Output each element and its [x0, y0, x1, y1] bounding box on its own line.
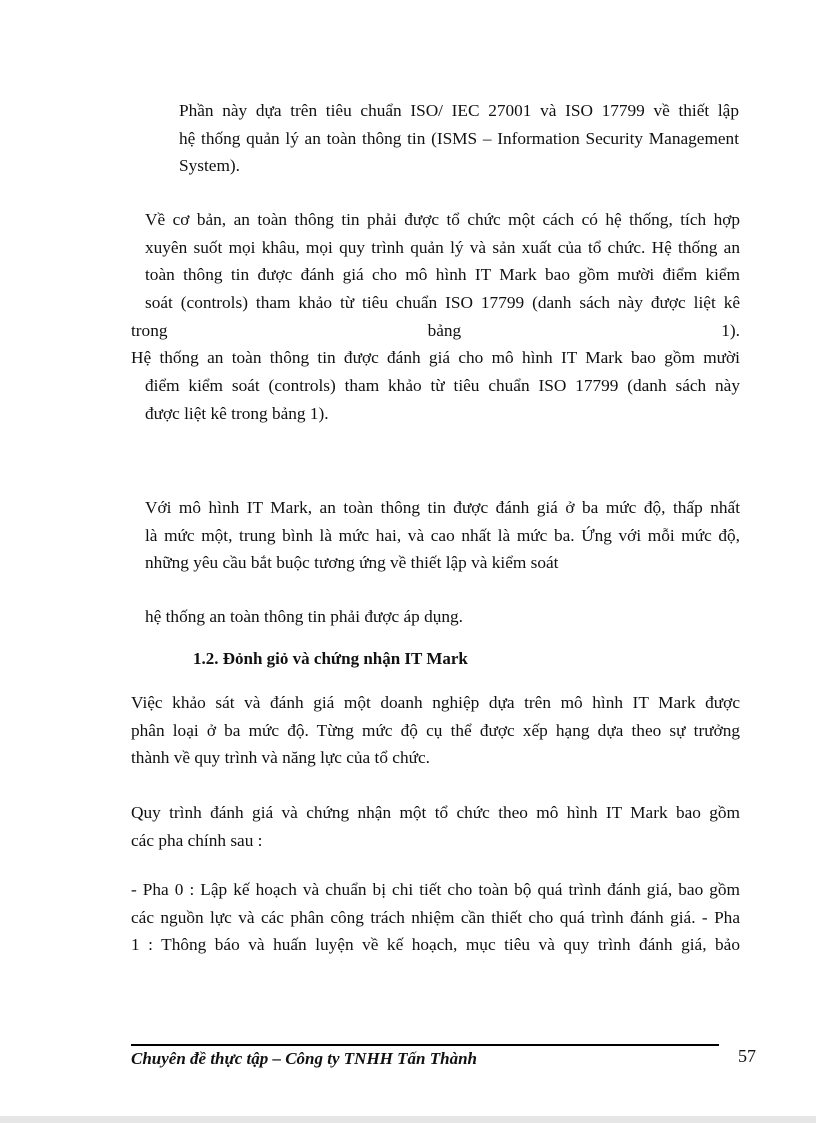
text-line: Việc khảo sát và đánh giá một doanh nghiệp dựa trên mô hình IT Mark được [131, 693, 740, 712]
section-heading: 1.2. Đỏnh giỏ và chứng nhận IT Mark [193, 649, 468, 668]
text-line: Hệ thống an toàn thông tin được đánh giá cho mô hình IT Mark bao gồm mười [131, 348, 740, 368]
footer-title: Chuyên đề thực tập – Công ty TNHH Tấn Thành [131, 1049, 477, 1068]
text-line-stretched [131, 317, 740, 345]
stretched-word: trong [131, 320, 168, 340]
text-line: phân loại ở ba mức độ. Từng mức độ cụ thể được xếp hạng dựa theo sự trưởng [131, 720, 740, 740]
paragraph-continuation: hệ thống an toàn thông tin phải được áp dụng. [145, 607, 463, 626]
page-bottom-strip [0, 1116, 816, 1123]
text-line: Quy trình đánh giá và chứng nhận một tổ chức theo mô hình IT Mark bao gồm [131, 803, 740, 822]
text-line: xuyên suốt mọi khâu, mọi quy trình quản lý và sản xuất của tổ chức. Hệ thống an [145, 237, 740, 257]
text-line: soát (controls) tham khảo từ tiêu chuẩn ISO 17799 (danh sách này được liệt kê [145, 293, 740, 313]
stretched-word: 1). [721, 320, 740, 340]
text-line: được liệt kê trong bảng 1). [145, 403, 329, 423]
text-line: toàn thông tin được đánh giá cho mô hình IT Mark bao gồm mười điểm kiểm [145, 265, 740, 285]
footer-divider [131, 1044, 719, 1046]
text-line: hệ thống quản lý an toàn thông tin (ISMS – Information Security Management [179, 128, 739, 148]
text-line: là mức một, trung bình là mức hai, và cao nhất là mức ba. Ứng với mỗi mức độ, [145, 525, 740, 545]
text-line: Phần này dựa trên tiêu chuẩn ISO/ IEC 27001 và ISO 17799 về thiết lập [179, 101, 739, 120]
text-line: - Pha 0 : Lập kế hoạch và chuẩn bị chi tiết cho toàn bộ quá trình đánh giá, bao gồm [131, 880, 740, 899]
stretched-words [131, 317, 740, 345]
text-line: các nguồn lực và các phân công trách nhiệm cần thiết cho quá trình đánh giá. - Pha [131, 907, 740, 927]
text-line: thành về quy trình và năng lực của tổ chức. [131, 748, 430, 768]
text-line: 1 : Thông báo và huấn luyện về kế hoạch, mục tiêu và quy trình đánh giá, bảo [131, 935, 740, 955]
paragraph-security-overview [131, 206, 740, 427]
text-line: System). [179, 156, 240, 176]
text-line: những yêu cầu bắt buộc tương ứng về thiết lập và kiểm soát [145, 553, 559, 573]
paragraph-iso-standards [131, 97, 739, 180]
paragraph-assessment [131, 689, 740, 772]
page-number: 57 [738, 1046, 756, 1066]
paragraph-process [131, 799, 740, 854]
text-line: điểm kiểm soát (controls) tham khảo từ tiêu chuẩn ISO 17799 (danh sách này [145, 376, 740, 396]
stretched-word: bảng [427, 320, 462, 340]
paragraph-it-mark-levels [131, 494, 740, 577]
paragraph-phases [131, 876, 740, 959]
text-line: Về cơ bản, an toàn thông tin phải được tổ chức một cách có hệ thống, tích hợp [145, 210, 740, 229]
text-line: các pha chính sau : [131, 830, 263, 850]
text-line: Với mô hình IT Mark, an toàn thông tin được đánh giá ở ba mức độ, thấp nhất [145, 498, 740, 517]
